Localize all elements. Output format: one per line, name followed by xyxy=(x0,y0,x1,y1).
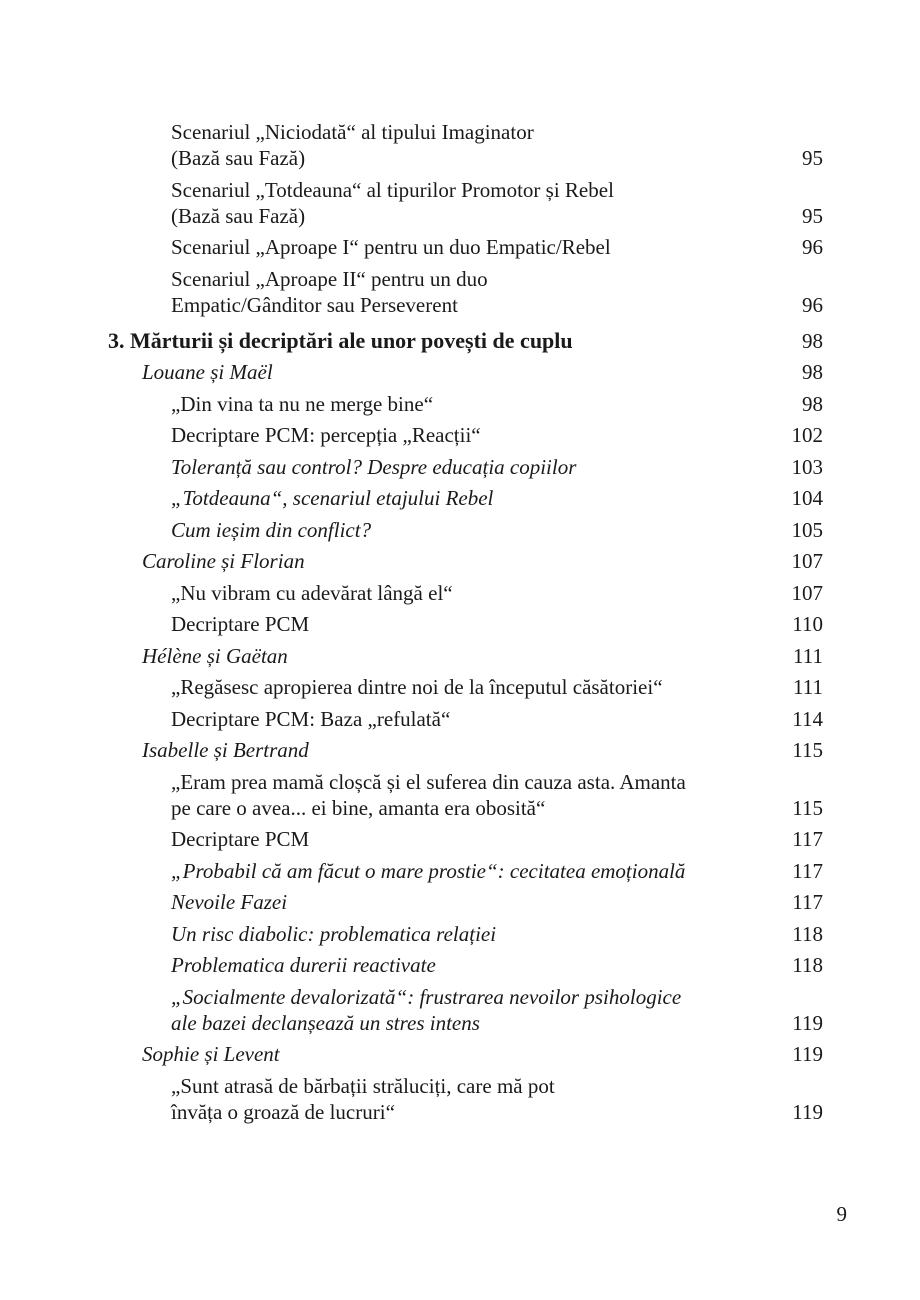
toc-entry-page-number: 111 xyxy=(793,643,823,668)
toc-entry xyxy=(0,952,823,978)
toc-entry-page-number: 117 xyxy=(792,827,823,851)
toc-entry-title xyxy=(0,1041,753,1067)
toc-entry-page-number: 119 xyxy=(792,1099,823,1124)
toc-entry-line: Scenariul „Niciodată“ al tipului Imaginator xyxy=(171,120,534,144)
toc-entry xyxy=(0,359,823,385)
toc-entry-page-number: 117 xyxy=(792,858,823,883)
toc-entry-line: Caroline și Florian xyxy=(142,549,305,573)
toc-entry-line: „Socialmente devalorizată“: frustrarea nevoilor psihologice xyxy=(171,984,682,1009)
toc-entry-title xyxy=(0,177,753,229)
toc-entry-page-number: 118 xyxy=(792,921,823,946)
toc-entry-page-number: 98 xyxy=(802,328,823,353)
toc-entry-line: Cum ieșim din conflict? xyxy=(171,517,372,542)
toc-entry-title xyxy=(0,706,753,732)
toc-entry-page-number: 115 xyxy=(792,738,823,762)
toc-entry-line: (Bază sau Fază) xyxy=(171,146,306,170)
toc-entry-page-number: 98 xyxy=(802,360,823,384)
toc-entry-title xyxy=(0,391,753,417)
toc-entry xyxy=(0,737,823,763)
toc-entry xyxy=(0,119,823,171)
toc-entry-title xyxy=(0,858,753,884)
toc-entry-title xyxy=(0,266,753,318)
toc-entry-line: „Din vina ta nu ne merge bine“ xyxy=(171,391,434,416)
toc-entry-page-number: 96 xyxy=(802,235,823,259)
toc-entry-line: 3. Mărturii și decriptări ale unor povești de cuplu xyxy=(108,327,573,353)
toc-entry-title xyxy=(0,454,753,480)
toc-entry-page-number: 111 xyxy=(793,675,823,699)
toc-entry-title xyxy=(0,1073,753,1125)
toc-entry-title xyxy=(0,328,753,354)
toc-entry xyxy=(0,858,823,884)
toc-entry-page-number: 95 xyxy=(802,203,823,228)
toc-entry-line: Isabelle și Bertrand xyxy=(142,738,309,762)
toc-entry-line: Sophie și Levent xyxy=(142,1042,280,1066)
toc-entry-line: ale bazei declanșează un stres intens xyxy=(171,1010,480,1035)
toc-entry-line: „Nu vibram cu adevărat lângă el“ xyxy=(171,580,453,605)
toc-list xyxy=(0,119,920,1130)
toc-entry-title xyxy=(0,984,753,1036)
toc-entry-line: „Totdeauna“, scenariul etajului Rebel xyxy=(171,486,494,510)
toc-entry xyxy=(0,921,823,947)
toc-entry xyxy=(0,769,823,821)
toc-entry-page-number: 98 xyxy=(802,391,823,416)
toc-entry-line: Decriptare PCM xyxy=(171,612,310,636)
toc-entry-page-number: 102 xyxy=(791,423,823,447)
toc-entry-title xyxy=(0,485,753,511)
toc-entry-title xyxy=(0,359,753,385)
toc-entry-line: Scenariul „Aproape I“ pentru un duo Empatic/Rebel xyxy=(171,235,611,259)
toc-entry-title xyxy=(0,674,753,700)
toc-entry-line: Nevoile Fazei xyxy=(171,890,288,914)
toc-entry xyxy=(0,674,823,700)
toc-entry-page-number: 115 xyxy=(792,795,823,820)
toc-entry xyxy=(0,391,823,417)
toc-entry-title xyxy=(0,921,753,947)
toc-entry-line: învăța o groază de lucruri“ xyxy=(171,1099,395,1124)
toc-entry xyxy=(0,706,823,732)
toc-entry-title xyxy=(0,548,753,574)
toc-entry xyxy=(0,234,823,260)
toc-entry-page-number: 118 xyxy=(792,953,823,977)
toc-entry-title xyxy=(0,580,753,606)
toc-entry-title xyxy=(0,422,753,448)
toc-entry-title xyxy=(0,234,753,260)
toc-entry-page-number: 105 xyxy=(791,517,823,542)
toc-entry-title xyxy=(0,952,753,978)
toc-entry-line: Hélène și Gaëtan xyxy=(142,643,288,668)
page-number: 9 xyxy=(836,1202,847,1226)
toc-entry-page-number: 96 xyxy=(802,292,823,317)
toc-entry-page-number: 107 xyxy=(791,580,823,605)
toc-entry xyxy=(0,643,823,669)
toc-entry-page-number: 110 xyxy=(792,612,823,636)
toc-entry-line: Decriptare PCM: Baza „refulată“ xyxy=(171,706,451,731)
toc-entry-line: Louane și Maël xyxy=(142,360,273,384)
toc-entry-line: Problematica durerii reactivate xyxy=(171,953,436,977)
toc-entry xyxy=(0,580,823,606)
toc-entry-line: „Sunt atrasă de bărbații străluciți, care mă pot xyxy=(171,1073,555,1098)
toc-entry-title xyxy=(0,611,753,637)
toc-entry-line: pe care o avea... ei bine, amanta era obosită“ xyxy=(171,795,546,820)
toc-entry xyxy=(0,422,823,448)
toc-entry xyxy=(0,266,823,318)
toc-entry-title xyxy=(0,119,753,171)
toc-entry xyxy=(0,984,823,1036)
toc-entry-page-number: 107 xyxy=(791,549,823,573)
toc-entry xyxy=(0,611,823,637)
toc-entry-page-number: 103 xyxy=(791,454,823,479)
toc-entry-line: Scenariul „Totdeauna“ al tipurilor Promotor și Rebel xyxy=(171,177,614,202)
toc-entry-title xyxy=(0,769,753,821)
toc-entry-line: (Bază sau Fază) xyxy=(171,203,306,228)
toc-entry-line: „Eram prea mamă cloșcă și el suferea din cauza asta. Amanta xyxy=(171,769,686,794)
toc-entry-line: Decriptare PCM xyxy=(171,827,310,851)
toc-entry-title xyxy=(0,826,753,852)
toc-entry xyxy=(0,548,823,574)
toc-entry xyxy=(0,517,823,543)
toc-entry-page-number: 119 xyxy=(792,1042,823,1066)
toc-entry-page-number: 104 xyxy=(791,486,823,510)
toc-entry-page-number: 95 xyxy=(802,146,823,170)
toc-entry-line: „Regăsesc apropierea dintre noi de la începutul căsătoriei“ xyxy=(171,675,663,699)
toc-entry-line: Decriptare PCM: percepția „Reacții“ xyxy=(171,423,481,447)
toc-entry-page-number: 117 xyxy=(792,890,823,914)
toc-entry xyxy=(0,889,823,915)
toc-entry xyxy=(0,454,823,480)
toc-entry-title xyxy=(0,517,753,543)
toc-entry xyxy=(0,328,823,354)
toc-entry-line: Un risc diabolic: problematica relației xyxy=(171,921,497,946)
toc-entry xyxy=(0,826,823,852)
toc-entry-page-number: 114 xyxy=(792,706,823,731)
toc-entry-line: „Probabil că am făcut o mare prostie“: cecitatea emoțională xyxy=(171,858,686,883)
toc-entry-line: Toleranță sau control? Despre educația copiilor xyxy=(171,454,577,479)
toc-entry-title xyxy=(0,643,753,669)
toc-entry-page-number: 119 xyxy=(792,1010,823,1035)
toc-entry xyxy=(0,177,823,229)
toc-entry xyxy=(0,485,823,511)
toc-entry xyxy=(0,1041,823,1067)
toc-entry-title xyxy=(0,889,753,915)
toc-entry xyxy=(0,1073,823,1125)
toc-entry-line: Scenariul „Aproape II“ pentru un duo xyxy=(171,266,488,291)
toc-entry-line: Empatic/Gânditor sau Perseverent xyxy=(171,292,458,317)
toc-entry-title xyxy=(0,737,753,763)
